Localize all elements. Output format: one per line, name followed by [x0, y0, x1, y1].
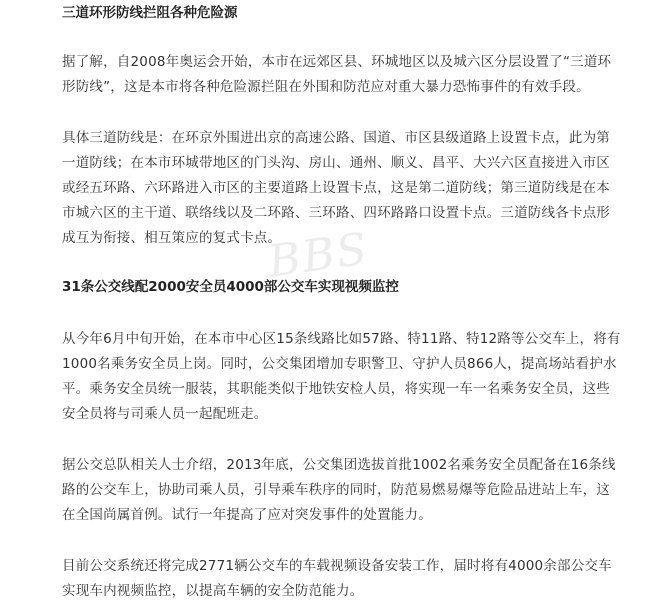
section-heading-2: 31条公交线配2000安全员4000部公交车实现视频监控 [62, 279, 399, 295]
article [62, 0, 622, 604]
paragraph: 据公交总队相关人士介绍，2013年底，公交集团选拔首批1002名乘务安全员配备在16条线路的公交车上，协助司乘人员，引导乘车秩序的同时，防范易燃易爆等危险品进站上车，这在全国尚属首例。试行一年提高了应对突发事件的处置能力。 [62, 457, 616, 523]
paragraph: 从今年6月中旬开始，在本市中心区15条线路比如57路、特11路、特12路等公交车上，将有1000名乘务安全员上岗。同时，公交集团增加专职警卫、守护人员866人，提高场站看护水平。乘务安全员统一服装，其职能类似于地铁安检人员，将实现一车一名乘务安全员，这些安全员将与司乘人员一起配班走。 [62, 331, 621, 422]
section-heading-1: 三道环形防线拦阻各种危险源 [62, 5, 238, 21]
paragraph: 据了解，自2008年奥运会开始，本市在远郊区县、环城地区以及城六区分层设置了“三道环形防线”，这是本市将各种危险源拦阻在外围和防范应对重大暴力恐怖事件的有效手段。 [62, 54, 612, 95]
watermark: BBS [264, 223, 372, 288]
paragraph: 目前公交系统还将完成2771辆公交车的车载视频设备安装工作，届时将有4000余部公交车实现车内视频监控，以提高车辆的安全防范能力。 [62, 558, 612, 599]
paragraph: 具体三道防线是：在环京外围进出京的高速公路、国道、市区县级道路上设置卡点，此为第一道防线；在本市环城带地区的门头沟、房山、通州、顺义、昌平、大兴六区直接进入市区或经五环路、六环路进入市区的主要道路上设置卡点，这是第二道防线；第三道防线是在本市城六区的主干道、联络线以及二环路、三环路、四环路路口设置卡点。三道防线各卡点形成互为衔接、相互策应的复式卡点。 [62, 130, 610, 246]
